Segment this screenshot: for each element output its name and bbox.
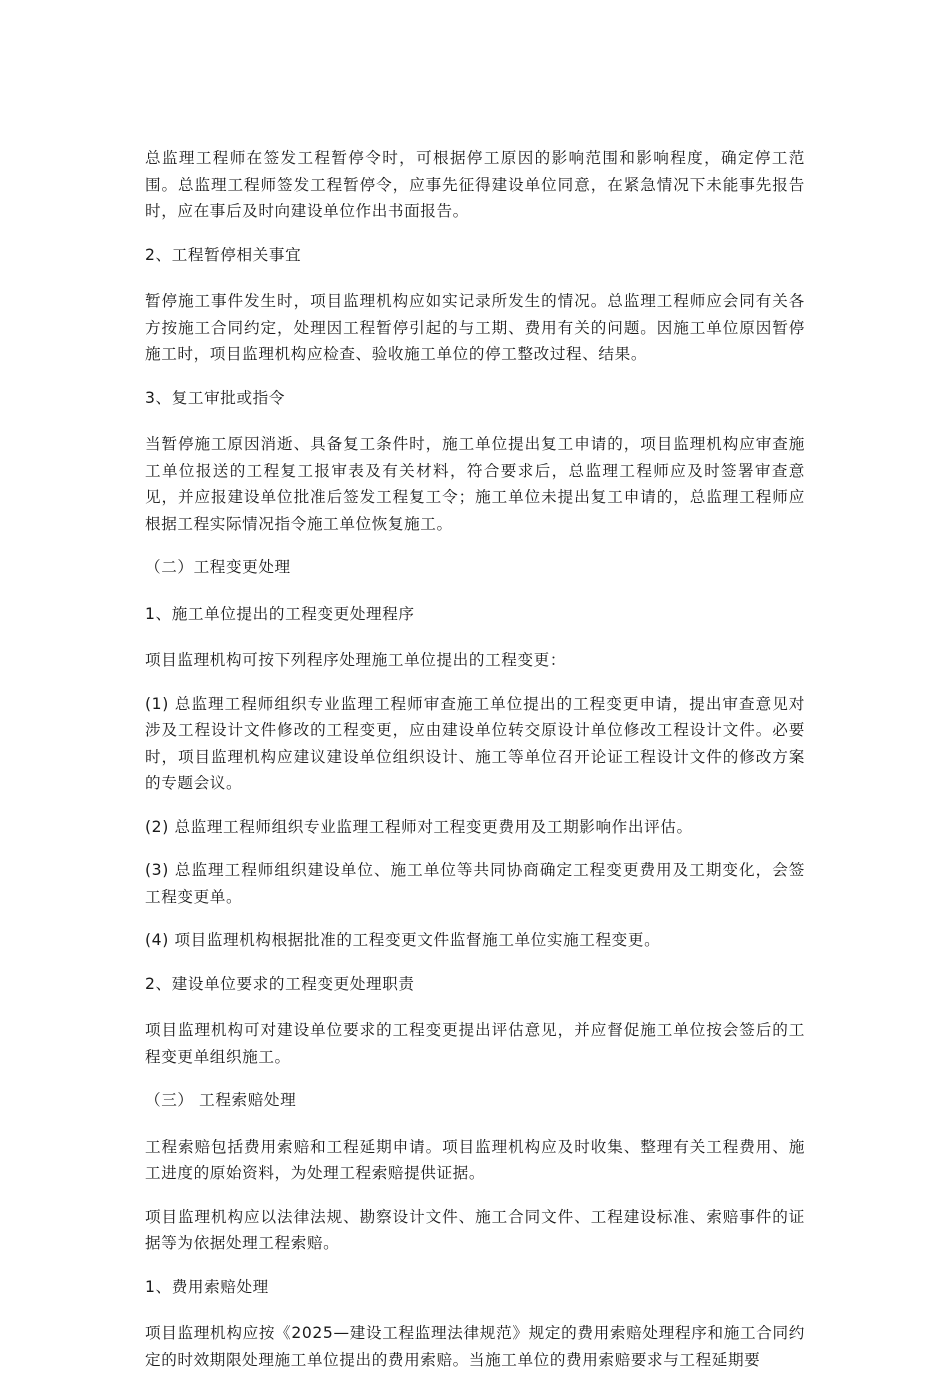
paragraph-owner-change-duties: 项目监理机构可对建设单位要求的工程变更提出评估意见，并应督促施工单位按会签后的工程变更单组织施工。 [145,1021,805,1066]
heading-owner-change-duties: 2、建设单位要求的工程变更处理职责 [145,974,415,993]
paragraph-change-procedure-intro: 项目监理机构可按下列程序处理施工单位提出的工程变更： [145,651,567,669]
heading-resumption: 3、复工审批或指令 [145,388,286,407]
heading-change-handling: （二）工程变更处理 [145,558,291,576]
list-item-step-1: (1) 总监理工程师组织专业监理工程师审查施工单位提出的工程变更申请，提出审查意见对涉及工程设计文件修改的工程变更，应由建设单位转交原设计单位修改工程设计文件。必要时，项目监理机构应建议建设单位组织设计、施工等单位召开论证工程设计文件的修改方案的专题会议。 [145,694,805,792]
list-item-step-2: (2) 总监理工程师组织专业监理工程师对工程变更费用及工期影响作出评估。 [145,817,693,836]
paragraph-suspension-matters: 暂停施工事件发生时，项目监理机构应如实记录所发生的情况。总监理工程师应会同有关各方按施工合同约定，处理因工程暂停引起的与工期、费用有关的问题。因施工单位原因暂停施工时，项目监理机构应检查、验收施工单位的停工整改过程、结果。 [145,292,805,363]
paragraph-suspension-scope: 总监理工程师在签发工程暂停令时，可根据停工原因的影响范围和影响程度，确定停工范围。总监理工程师签发工程暂停令，应事先征得建设单位同意，在紧急情况下未能事先报告时，应在事后及时向建设单位作出书面报告。 [145,149,805,220]
heading-suspension-matters: 2、工程暂停相关事宜 [145,245,302,264]
heading-cost-claims: 1、费用索赔处理 [145,1277,269,1296]
list-item-step-4: (4) 项目监理机构根据批准的工程变更文件监督施工单位实施工程变更。 [145,931,661,949]
list-item-step-3: (3) 总监理工程师组织建设单位、施工单位等共同协商确定工程变更费用及工期变化，会签工程变更单。 [145,861,805,906]
heading-contractor-change-procedure: 1、施工单位提出的工程变更处理程序 [145,604,415,623]
heading-claims-handling: （三） 工程索赔处理 [145,1091,297,1109]
document-page [145,145,805,1390]
paragraph-cost-claims: 项目监理机构应按《2025—建设工程监理法律规范》规定的费用索赔处理程序和施工合同约定的时效期限处理施工单位提出的费用索赔。当施工单位的费用索赔要求与工程延期要 [145,1324,805,1369]
paragraph-claims-basis: 项目监理机构应以法律法规、勘察设计文件、施工合同文件、工程建设标准、索赔事件的证据等为依据处理工程索赔。 [145,1207,805,1252]
paragraph-resumption: 当暂停施工原因消逝、具备复工条件时，施工单位提出复工申请的，项目监理机构应审查施工单位报送的工程复工报审表及有关材料，符合要求后，总监理工程师应及时签署审查意见，并应报建设单位批准后签发工程复工令；施工单位未提出复工申请的，总监理工程师应根据工程实际情况指令施工单位恢复施工。 [145,435,805,533]
paragraph-claims-definition: 工程索赔包括费用索赔和工程延期申请。项目监理机构应及时收集、整理有关工程费用、施工进度的原始资料，为处理工程索赔提供证据。 [145,1137,805,1182]
